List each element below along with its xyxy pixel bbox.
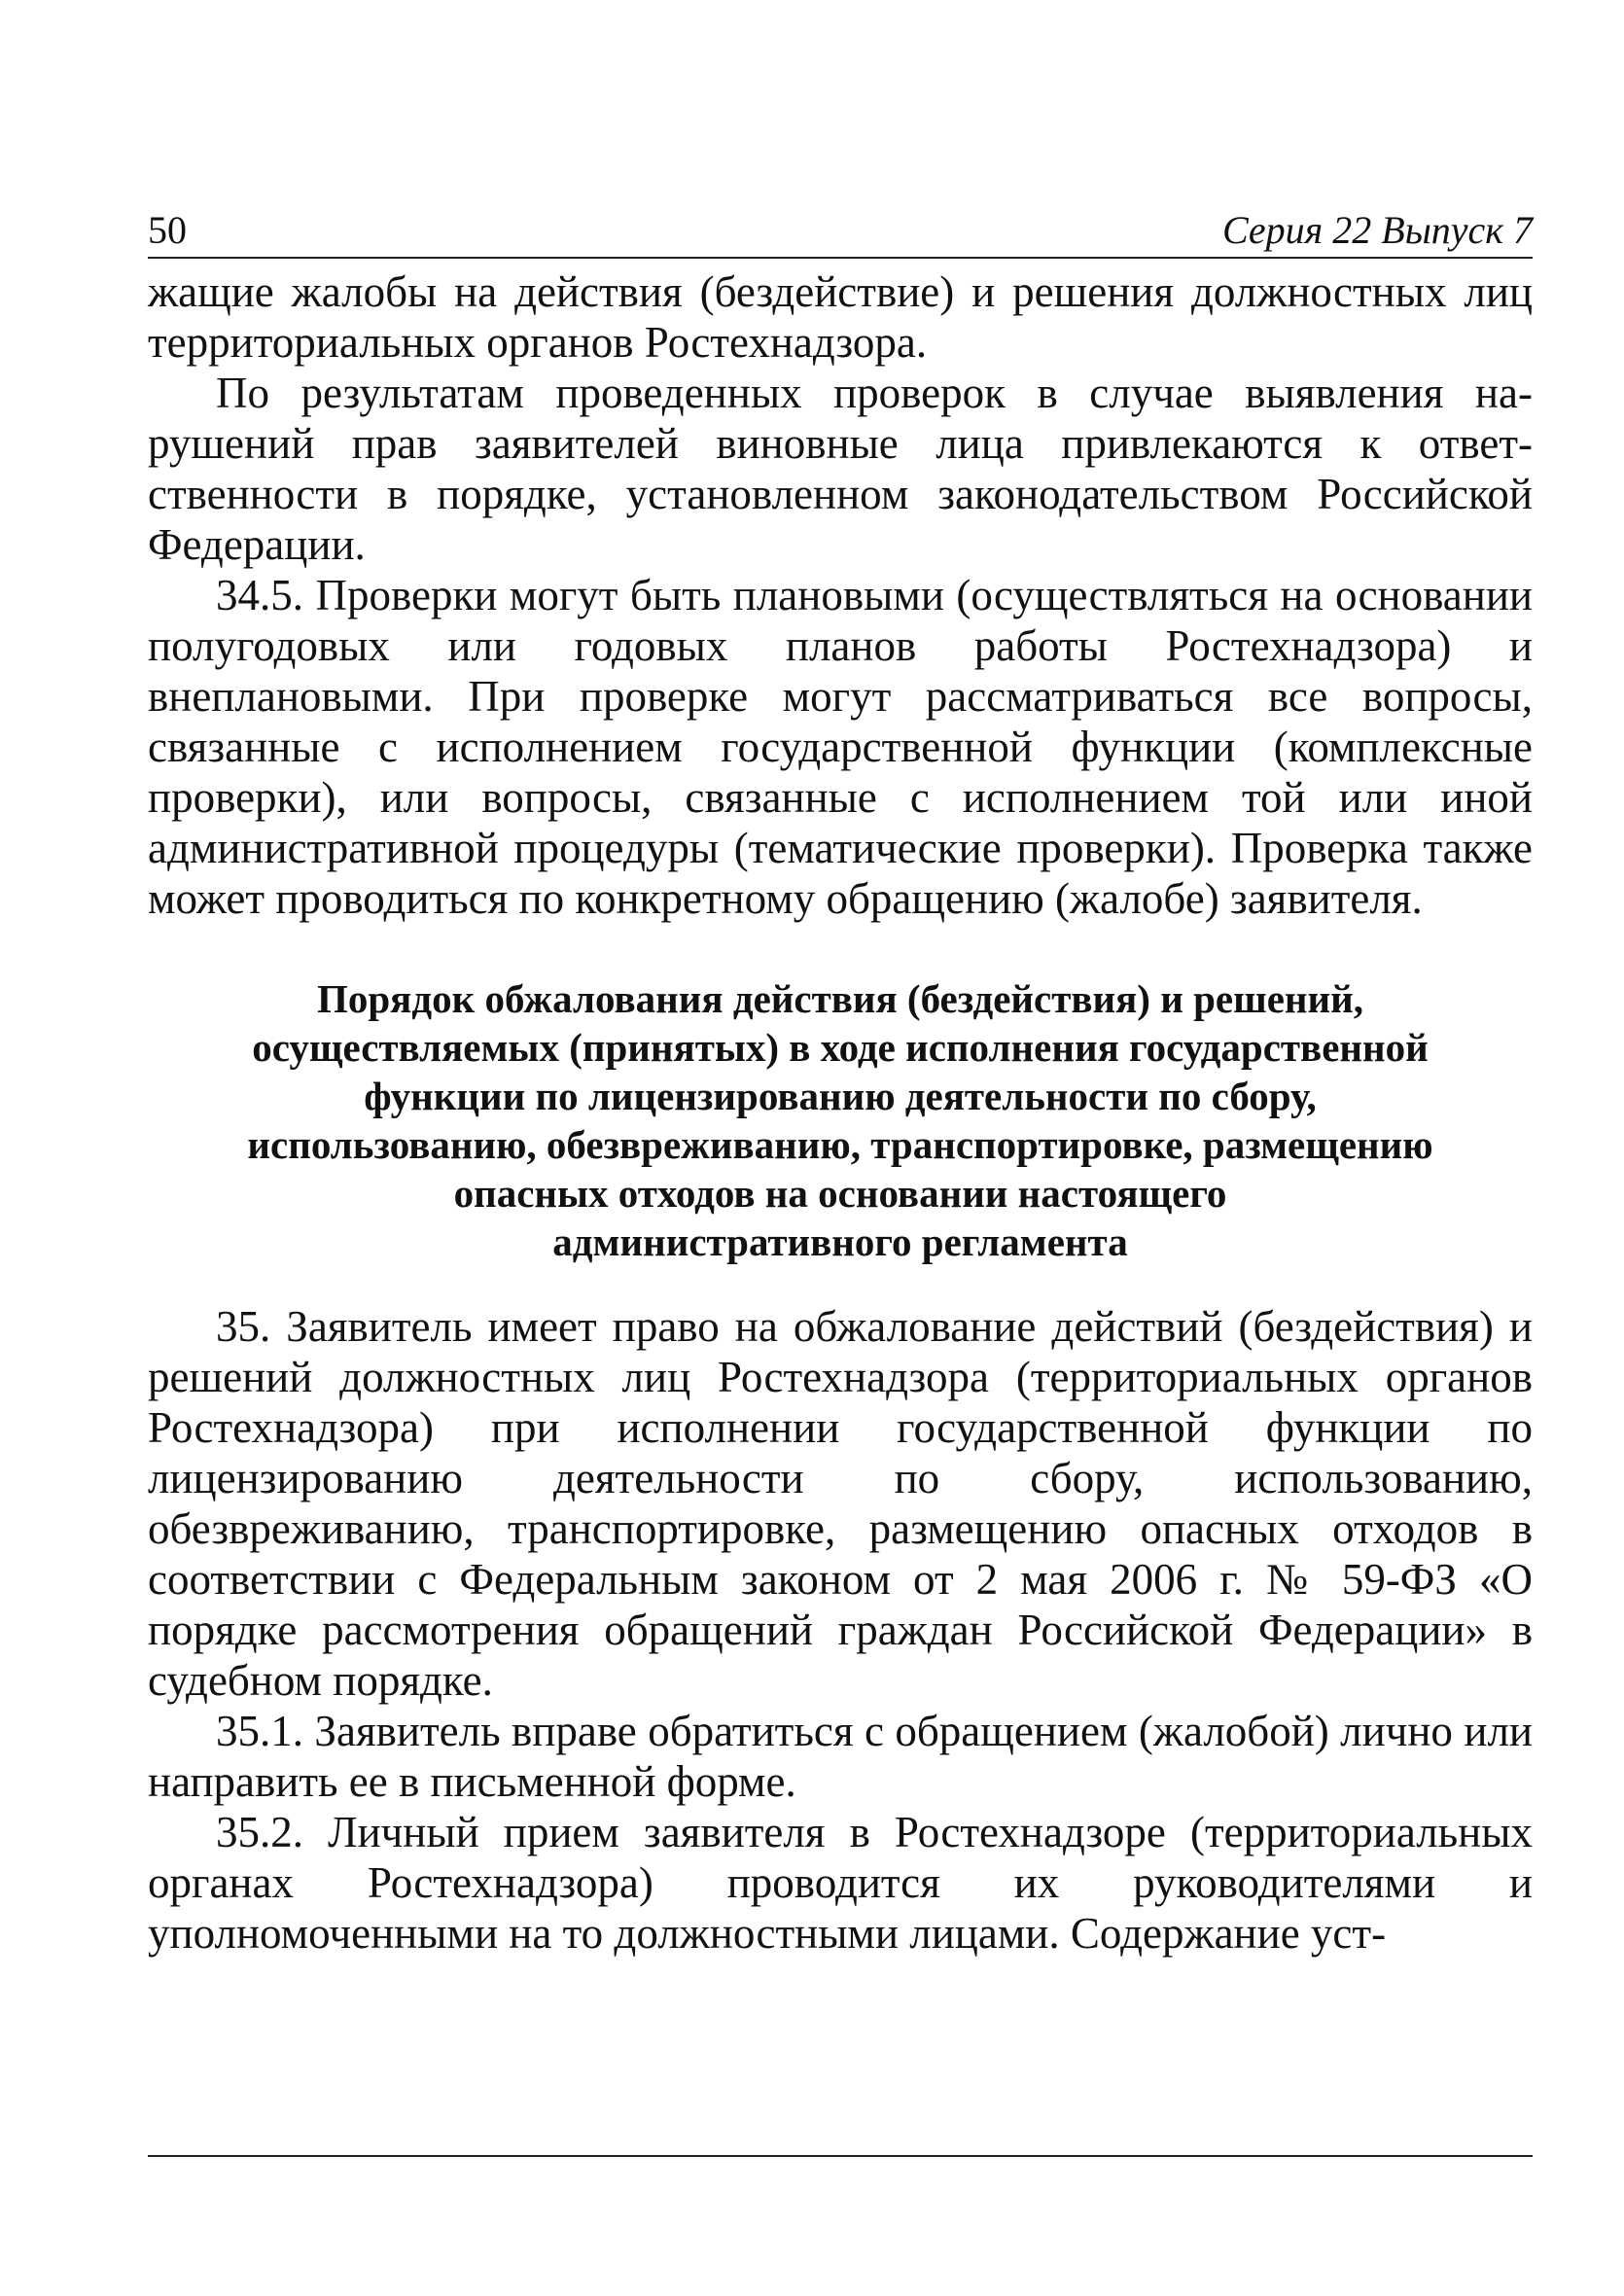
paragraph-35-2: 35.2. Личный прием заявителя в Ростехнадзоре (территориальных органах Ростехнадзора) проводится их руководителями и уполномоченными на то должностными лицами. Содержание уст- bbox=[148, 1808, 1533, 1958]
section-heading bbox=[148, 974, 1533, 1266]
page bbox=[148, 202, 1533, 1959]
paragraph-34-5: 34.5. Проверки могут быть плановыми (осуществляться на основании полугодовых или годовых планов работы Ростехнадзора) и внеплановыми. При проверке могут рассматриваться все вопросы, связанные с исполнением государственной функции (комплексные проверки), или вопросы, связанные с исполнением той или иной административной процедуры (тематические проверки). Проверка также может проводиться по конкретному обращению (жалобе) заявителя. bbox=[148, 571, 1533, 923]
body-text bbox=[148, 266, 1533, 1959]
heading-line: использованию, обезвреживанию, транспортировке, размещению bbox=[247, 1122, 1433, 1167]
series-label: Серия 22 Выпуск 7 bbox=[1221, 208, 1533, 252]
heading-line: функции по лицензированию деятельности по сбору, bbox=[364, 1074, 1317, 1118]
paragraph-35: 35. Заявитель имеет право на обжалование действий (бездействия) и решений должностных лиц Ростехнадзора (территориальных органов Ростехнадзора) при исполнении государственной функции по лицензированию деятельности по сбору, использованию, обезвреживанию, транспортировке, размещению опасных отходов в соответствии с Федеральным законом от 2 мая 2006 г. № 59-ФЗ «О порядке рассмотрения обращений граждан Российской Федерации» в судебном порядке. bbox=[148, 1302, 1533, 1705]
heading-line: опасных отходов на основании настоящего bbox=[453, 1171, 1227, 1216]
heading-line: административного регламента bbox=[552, 1219, 1128, 1264]
heading-line: Порядок обжалования действия (бездействия) и решений, bbox=[316, 976, 1364, 1021]
page-number: 50 bbox=[148, 208, 187, 252]
footer-rule bbox=[148, 2155, 1533, 2157]
paragraph-35-1: 35.1. Заявитель вправе обратиться с обращением (жалобой) лично или направить ее в письменной форме. bbox=[148, 1707, 1533, 1806]
paragraph: По результатам проведенных проверок в случае выявления нарушений прав заявителей виновные лица привлекаются к ответственности в порядке, установленном законодательством Российской Федерации. bbox=[148, 369, 1533, 569]
heading-line: осуществляемых (принятых) в ходе исполнения государственной bbox=[252, 1025, 1429, 1070]
running-header bbox=[148, 202, 1533, 259]
paragraph-continuation: жащие жалобы на действия (бездействие) и решения должностных лиц территориальных органов Ростехнадзора. bbox=[148, 267, 1533, 367]
